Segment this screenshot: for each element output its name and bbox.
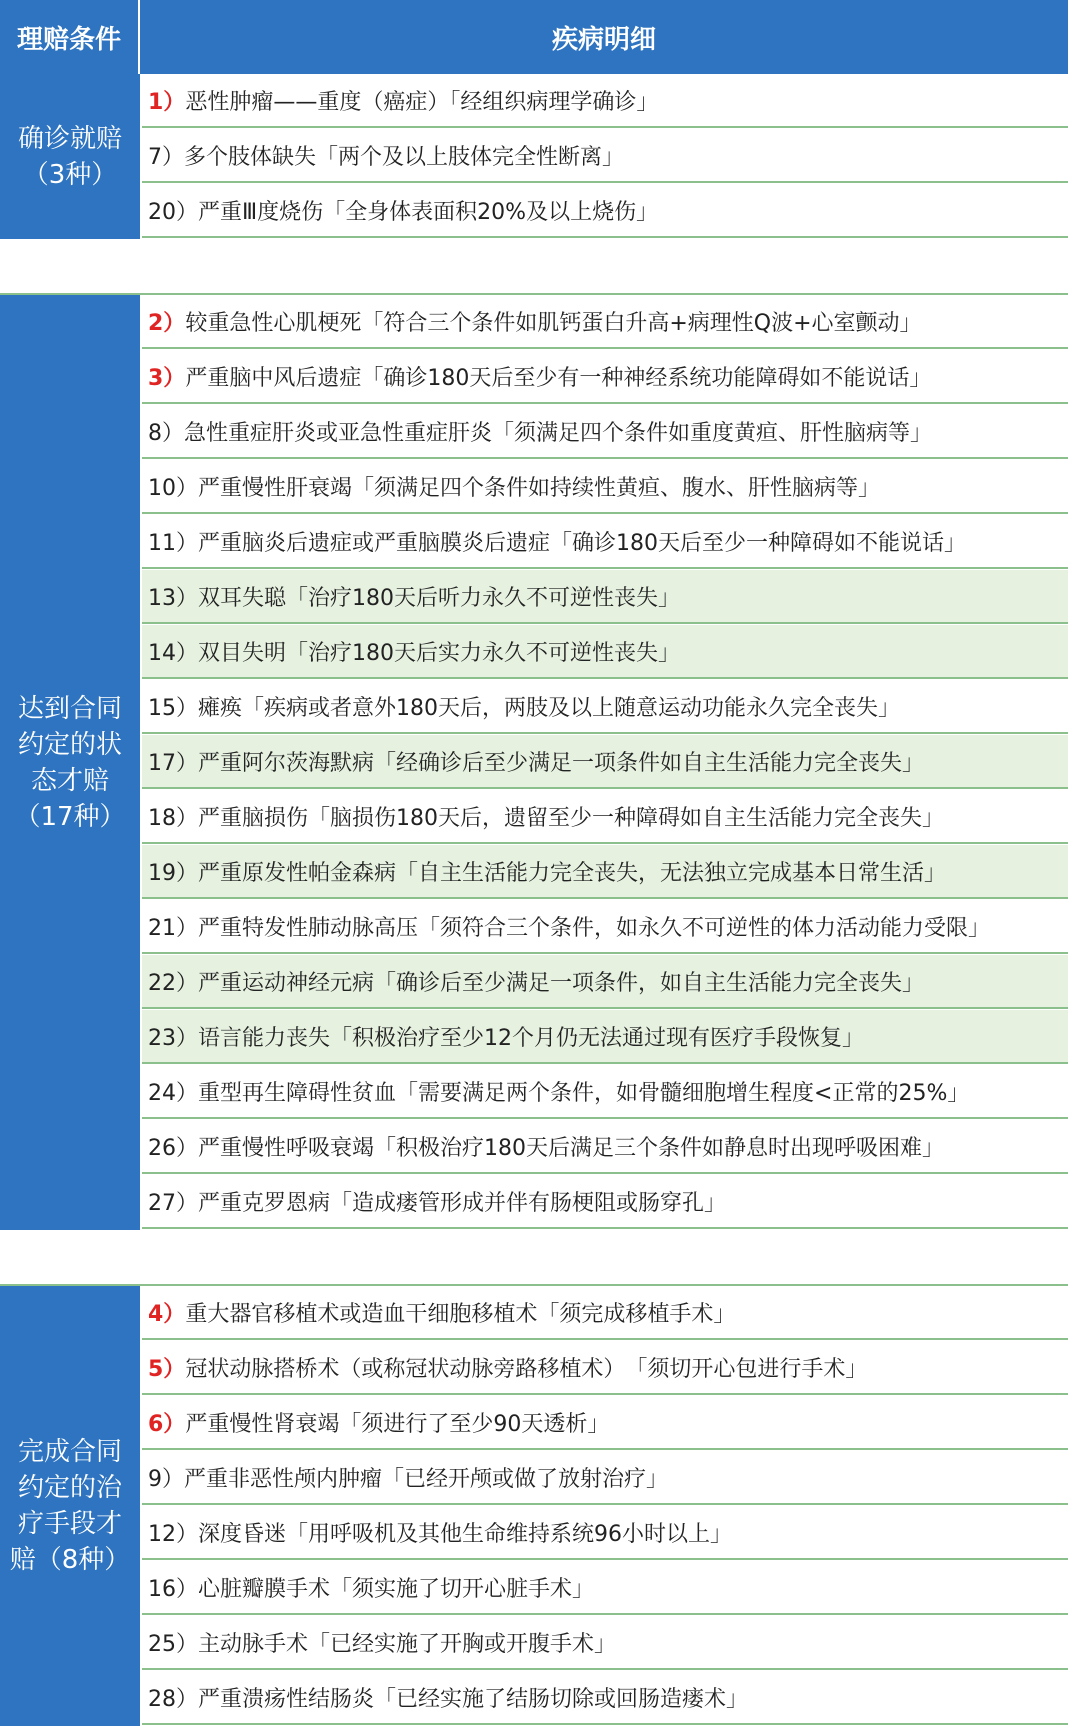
disease-condition: 「造成瘘管形成并伴有肠梗阻或肠穿孔」	[330, 1190, 727, 1216]
disease-number: 25）	[148, 1631, 198, 1657]
disease-row	[142, 1506, 1068, 1560]
disease-number: 10）	[148, 475, 198, 501]
disease-condition: 「用呼吸机及其他生命维持系统96小时以上」	[286, 1521, 733, 1547]
disease-name: 严重脑中风后遗症	[185, 365, 362, 391]
category-cell: 确诊就赔 （3种）	[0, 74, 140, 239]
disease-number: 12）	[148, 1521, 198, 1547]
disease-row	[142, 570, 1068, 624]
disease-condition: （癌症）「经组织病理学确诊」	[361, 89, 659, 115]
header-condition: 理赔条件	[0, 0, 140, 74]
disease-name: 严重Ⅲ度烧伤	[198, 199, 324, 225]
disease-condition: 「积极治疗至少12个月仍无法通过现有医疗手段恢复」	[330, 1025, 865, 1051]
disease-number: 3）	[148, 365, 186, 391]
disease-number: 22）	[148, 970, 198, 996]
disease-number: 9）	[148, 1466, 184, 1492]
disease-row	[142, 1616, 1068, 1670]
disease-row	[142, 955, 1068, 1009]
disease-condition: 「治疗180天后听力永久不可逆性丧失」	[286, 585, 681, 611]
disease-number: 19）	[148, 860, 198, 886]
disease-number: 5）	[148, 1356, 186, 1382]
disease-condition: 「确诊后至少满足一项条件，如自主生活能力完全丧失」	[374, 970, 925, 996]
disease-name: 语言能力丧失	[198, 1025, 331, 1051]
disease-condition: 「已经实施了开胸或开腹手术」	[308, 1631, 617, 1657]
disease-row	[142, 790, 1068, 844]
disease-number: 24）	[148, 1080, 198, 1106]
disease-condition: 「须完成移植手术」	[537, 1301, 736, 1327]
disease-number: 17）	[148, 750, 198, 776]
disease-name: 急性重症肝炎或亚急性重症肝炎	[184, 420, 493, 446]
disease-name: 严重慢性肾衰竭	[185, 1411, 340, 1437]
disease-name: 严重原发性帕金森病	[198, 860, 397, 886]
disease-name: 较重急性心肌梗死	[185, 310, 362, 336]
disease-name: 严重慢性呼吸衰竭	[198, 1135, 375, 1161]
disease-row	[142, 680, 1068, 734]
disease-name: 主动脉手术	[198, 1631, 309, 1657]
disease-row	[142, 1396, 1068, 1450]
disease-name: 冠状动脉搭桥术（或称冠状动脉旁路移植术）	[185, 1356, 626, 1382]
disease-row	[142, 1175, 1068, 1229]
disease-number: 16）	[148, 1576, 198, 1602]
disease-row	[142, 735, 1068, 789]
disease-condition: 「治疗180天后实力永久不可逆性丧失」	[286, 640, 681, 666]
disease-number: 13）	[148, 585, 198, 611]
disease-name: 严重克罗恩病	[198, 1190, 331, 1216]
disease-row	[142, 1065, 1068, 1119]
disease-condition: 「全身体表面积20%及以上烧伤」	[323, 199, 659, 225]
disease-number: 4）	[148, 1301, 186, 1327]
disease-number: 18）	[148, 805, 198, 831]
disease-name: 恶性肿瘤——重度	[185, 89, 362, 115]
disease-condition: 「积极治疗180天后满足三个条件如静息时出现呼吸困难」	[374, 1135, 945, 1161]
disease-number: 27）	[148, 1190, 198, 1216]
disease-condition: 「须满足四个条件如持续性黄疸、腹水、肝性脑病等」	[352, 475, 881, 501]
disease-name: 瘫痪	[198, 695, 243, 721]
disease-row	[142, 1341, 1068, 1395]
disease-number: 20）	[148, 199, 198, 225]
disease-condition: 「自主生活能力完全丧失，无法独立完成基本日常生活」	[396, 860, 947, 886]
disease-number: 23）	[148, 1025, 198, 1051]
disease-name: 严重运动神经元病	[198, 970, 375, 996]
disease-row	[142, 1451, 1068, 1505]
disease-name: 严重脑炎后遗症或严重脑膜炎后遗症	[198, 530, 551, 556]
category-cell: 达到合同 约定的状 态才赔 （17种）	[0, 295, 140, 1230]
disease-number: 8）	[148, 420, 184, 446]
disease-row	[142, 460, 1068, 514]
disease-row	[142, 350, 1068, 404]
disease-name: 严重非恶性颅内肿瘤	[184, 1466, 383, 1492]
disease-name: 心脏瓣膜手术	[198, 1576, 331, 1602]
disease-condition: 「须符合三个条件，如永久不可逆性的体力活动能力受限」	[418, 915, 991, 941]
disease-condition: 「符合三个条件如肌钙蛋白升高+病理性Q波+心室颤动」	[361, 310, 922, 336]
disease-row	[142, 184, 1068, 238]
category-cell: 完成合同 约定的治 疗手段才 赔（8种）	[0, 1286, 140, 1726]
disease-name: 严重特发性肺动脉高压	[198, 915, 419, 941]
disease-condition: 「已经实施了结肠切除或回肠造瘘术」	[374, 1686, 749, 1712]
disease-condition: 「疾病或者意外180天后，两肢及以上随意运动功能永久完全丧失」	[242, 695, 901, 721]
disease-condition: 「须进行了至少90天透析」	[339, 1411, 610, 1437]
disease-name: 重型再生障碍性贫血	[198, 1080, 397, 1106]
disease-name: 严重阿尔茨海默病	[198, 750, 375, 776]
disease-condition: 「须切开心包进行手术」	[625, 1356, 868, 1382]
disease-row	[142, 1120, 1068, 1174]
disease-name: 多个肢体缺失	[184, 144, 317, 170]
disease-row	[142, 1286, 1068, 1340]
disease-row	[142, 295, 1068, 349]
disease-number: 2）	[148, 310, 186, 336]
disease-row	[142, 515, 1068, 569]
disease-condition: 「需要满足两个条件，如骨髓细胞增生程度<正常的25%」	[396, 1080, 970, 1106]
disease-number: 21）	[148, 915, 198, 941]
disease-condition: 「须实施了切开心脏手术」	[330, 1576, 595, 1602]
disease-row	[142, 74, 1068, 128]
disease-name: 严重溃疡性结肠炎	[198, 1686, 375, 1712]
disease-row	[142, 845, 1068, 899]
disease-number: 26）	[148, 1135, 198, 1161]
disease-number: 15）	[148, 695, 198, 721]
disease-number: 7）	[148, 144, 184, 170]
disease-name: 深度昏迷	[198, 1521, 287, 1547]
disease-condition: 「确诊180天后至少有一种神经系统功能障碍如不能说话」	[361, 365, 932, 391]
disease-number: 28）	[148, 1686, 198, 1712]
disease-number: 1）	[148, 89, 186, 115]
disease-number: 11）	[148, 530, 198, 556]
disease-condition: 「两个及以上肢体完全性断离」	[316, 144, 625, 170]
disease-name: 严重慢性肝衰竭	[198, 475, 353, 501]
disease-name: 严重脑损伤	[198, 805, 309, 831]
disease-row	[142, 900, 1068, 954]
disease-condition: 「须满足四个条件如重度黄疸、肝性脑病等」	[492, 420, 933, 446]
disease-condition: 「已经开颅或做了放射治疗」	[382, 1466, 669, 1492]
header-detail: 疾病明细	[140, 0, 1068, 74]
disease-row	[142, 1561, 1068, 1615]
disease-name: 双耳失聪	[198, 585, 287, 611]
disease-condition: 「确诊180天后至少一种障碍如不能说话」	[550, 530, 967, 556]
disease-name: 重大器官移植术或造血干细胞移植术	[185, 1301, 538, 1327]
disease-row	[142, 625, 1068, 679]
disease-condition: 「经确诊后至少满足一项条件如自主生活能力完全丧失」	[374, 750, 925, 776]
disease-row	[142, 129, 1068, 183]
disease-number: 14）	[148, 640, 198, 666]
disease-row	[142, 405, 1068, 459]
disease-condition: 「脑损伤180天后，遗留至少一种障碍如自主生活能力完全丧失」	[308, 805, 945, 831]
disease-name: 双目失明	[198, 640, 287, 666]
disease-row	[142, 1671, 1068, 1725]
disease-row	[142, 1010, 1068, 1064]
disease-number: 6）	[148, 1411, 186, 1437]
